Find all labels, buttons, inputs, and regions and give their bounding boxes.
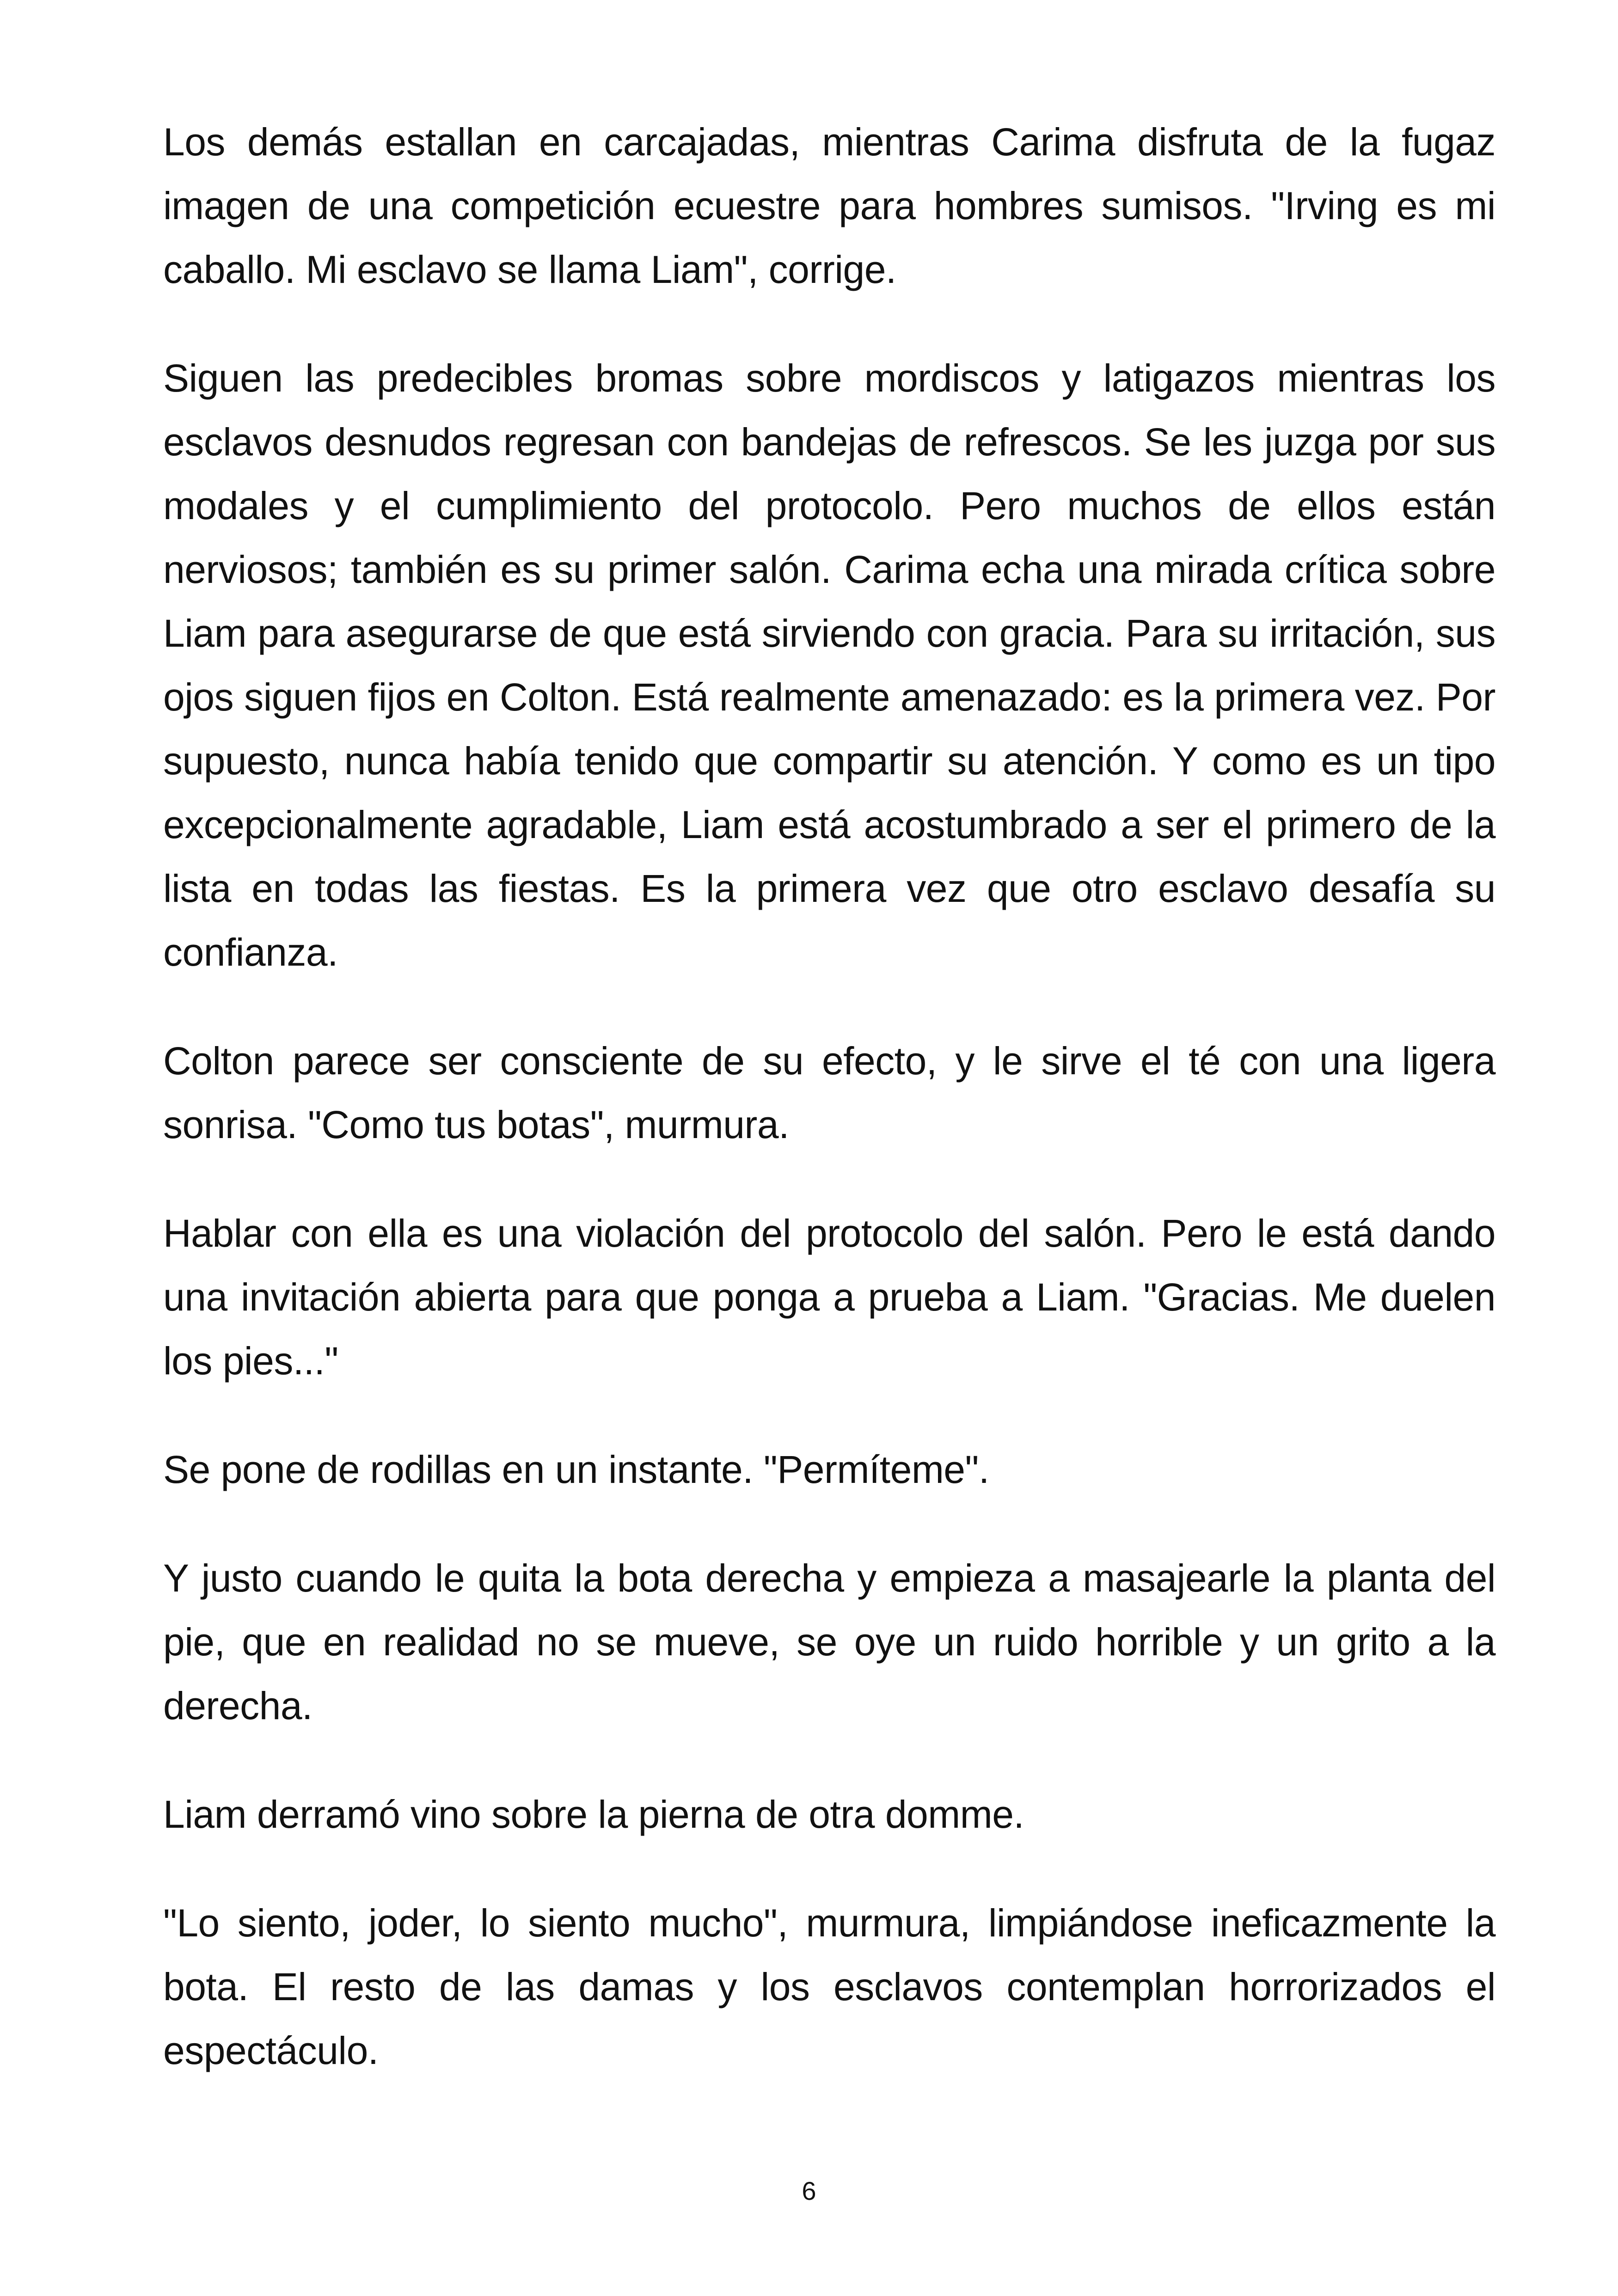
paragraph-8: "Lo siento, joder, lo siento mucho", murmura, limpiándose ineficazmente la bota. El resto de las damas y los esclavos contemplan horrorizados el espectáculo. [163,1901,1495,2072]
paragraph-6: Y justo cuando le quita la bota derecha y empieza a masajearle la planta del pie, que en realidad no se mueve, se oye un ruido horrible y un grito a la derecha. [163,1556,1495,1727]
paragraph-4: Hablar con ella es una violación del protocolo del salón. Pero le está dando una invitación abierta para que ponga a prueba a Liam. "Gracias. Me duelen los pies..." [163,1212,1495,1383]
paragraph-3: Colton parece ser consciente de su efecto, y le sirve el té con una ligera sonrisa. "Como tus botas", murmura. [163,1039,1495,1146]
paragraph-1: Los demás estallan en carcajadas, mientras Carima disfruta de la fugaz imagen de una competición ecuestre para hombres sumisos. "Irving es mi caballo. Mi esclavo se llama Liam", corrige. [163,120,1495,291]
page-number: 6 [802,2176,816,2205]
paragraph-5: Se pone de rodillas en un instante. "Permíteme". [163,1448,989,1491]
body-text [163,110,1495,2082]
paragraph-7: Liam derramó vino sobre la pierna de otra domme. [163,1793,1024,1836]
paragraph-2: Siguen las predecibles bromas sobre mordiscos y latigazos mientras los esclavos desnudos regresan con bandejas de refrescos. Se les juzga por sus modales y el cumplimiento del protocolo. Pero muchos de ellos están nerviosos; también es su primer salón. Carima echa una mirada crítica sobre Liam para asegurarse de que está sirviendo con gracia. Para su irritación, sus ojos siguen fijos en Colton. Está realmente amenazado: es la primera vez. Por supuesto, nunca había tenido que compartir su atención. Y como es un tipo excepcionalmente agradable, Liam está acostumbrado a ser el primero de la lista en todas las fiestas. Es la primera vez que otro esclavo desafía su confianza. [163,356,1495,974]
